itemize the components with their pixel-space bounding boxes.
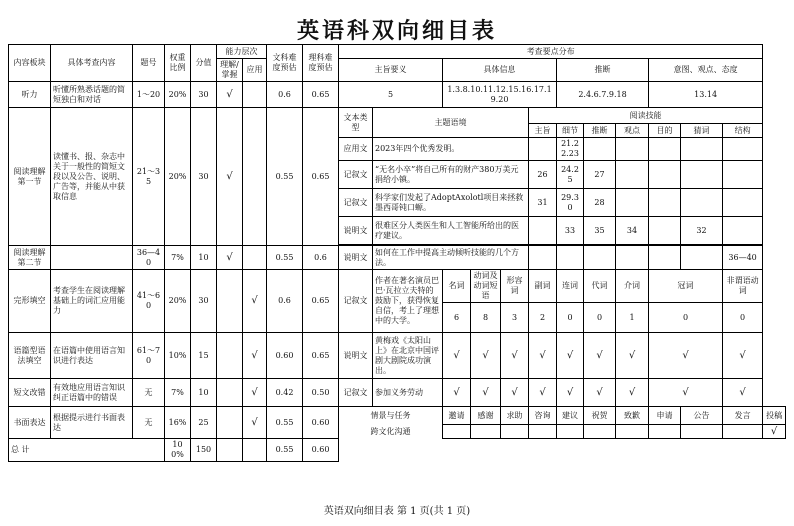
pos-count: 2 <box>529 303 557 333</box>
table-cell <box>681 425 723 439</box>
read-hdr-type: 文本类型 <box>339 108 373 138</box>
skill-struct: 36—40 <box>723 246 763 270</box>
table-cell <box>584 138 616 161</box>
pos-label: 代词 <box>584 270 616 303</box>
table-cell <box>723 217 763 245</box>
listen-intent: 13.14 <box>649 82 763 108</box>
science-difficulty: 0.60 <box>303 407 339 439</box>
module-name: 阅读理解第一节 <box>9 108 51 246</box>
theme: 参加义务劳动 <box>373 379 443 407</box>
qno: 1～20 <box>133 82 165 108</box>
pos-label: 非谓语动词 <box>723 270 763 303</box>
table-cell <box>681 246 723 270</box>
hdr-qno: 题号 <box>133 45 165 82</box>
row-reading2 <box>9 246 786 270</box>
table-cell <box>723 425 763 439</box>
check-mark: √ <box>616 379 649 407</box>
skill-detail: 细节 <box>557 124 584 138</box>
table-cell <box>616 246 649 270</box>
table-cell: 35 <box>584 217 616 245</box>
page-title: 英语科双向细目表 <box>296 18 497 44</box>
text-type: 记叙文 <box>339 379 373 407</box>
hdr-science: 理科难度预估 <box>303 45 339 82</box>
table-cell <box>443 425 471 439</box>
table-cell <box>529 138 557 161</box>
check-mark: √ <box>529 379 557 407</box>
apply-check <box>243 108 267 246</box>
understand-check: √ <box>217 246 243 270</box>
pos-count: 1 <box>616 303 649 333</box>
table-cell <box>339 439 763 462</box>
table-cell <box>649 425 681 439</box>
table-cell <box>681 161 723 189</box>
arts-difficulty: 0.55 <box>267 246 303 270</box>
task-item: 祝贺 <box>584 407 616 425</box>
qno: 61～70 <box>133 333 165 379</box>
theme: “无名小卒”将自己所有的财产380万美元捐给小镇。 <box>373 161 529 189</box>
content-desc: 有效地应用语言知识纠正语篇中的错误 <box>51 379 133 407</box>
listen-detail: 1.3.8.10.11.12.15.16.17.19.20 <box>443 82 557 108</box>
pos-count: 0 <box>723 303 763 333</box>
score: 15 <box>191 333 217 379</box>
pos-count: 0 <box>557 303 584 333</box>
table-cell: 31 <box>529 189 557 217</box>
module-name: 完形填空 <box>9 270 51 333</box>
task-label: 情景与任务 <box>370 410 411 420</box>
qno: 41～60 <box>133 270 165 333</box>
task-item: 申请 <box>649 407 681 425</box>
weight: 7% <box>165 246 191 270</box>
table-cell: 29.30 <box>557 189 584 217</box>
module-name: 听力 <box>9 82 51 108</box>
table-cell <box>243 246 267 270</box>
module-name: 书面表达 <box>9 407 51 439</box>
arts-difficulty: 0.55 <box>267 407 303 439</box>
pos-label: 连词 <box>557 270 584 303</box>
row-grammar <box>9 333 786 379</box>
table-cell <box>681 189 723 217</box>
pos-label: 名词 <box>443 270 471 303</box>
apply-check: √ <box>243 379 267 407</box>
table-cell <box>243 439 267 462</box>
skill-struct: 结构 <box>723 124 763 138</box>
total-label: 总 计 <box>9 439 165 462</box>
check-mark: √ <box>471 379 501 407</box>
text-type: 说明文 <box>339 217 373 245</box>
weight: 7% <box>165 379 191 407</box>
hdr-module: 内容板块 <box>9 45 51 82</box>
weight: 10% <box>165 333 191 379</box>
pos-label: 形容词 <box>501 270 529 303</box>
qno: 36—40 <box>133 246 165 270</box>
table-cell <box>557 246 584 270</box>
table-cell <box>649 217 681 245</box>
table-cell <box>529 246 557 270</box>
score: 30 <box>191 270 217 333</box>
total-arts: 0.55 <box>267 439 303 462</box>
weight: 20% <box>165 270 191 333</box>
table-cell <box>471 425 501 439</box>
apply-check <box>243 82 267 108</box>
pos-label: 动词及动词短语 <box>471 270 501 303</box>
table-cell <box>557 425 584 439</box>
table-cell: 27 <box>584 161 616 189</box>
hdr-arts: 文科难度预估 <box>267 45 303 82</box>
check-mark: √ <box>723 379 763 407</box>
row-listening <box>9 82 786 108</box>
skill-guess: 猜词 <box>681 124 723 138</box>
table-cell: 34 <box>616 217 649 245</box>
table-cell <box>616 138 649 161</box>
read-hdr-theme: 主题语境 <box>373 108 529 138</box>
hdr-score: 分值 <box>191 45 217 82</box>
table-cell: 33 <box>557 217 584 245</box>
score: 30 <box>191 82 217 108</box>
check-mark: √ <box>584 333 616 379</box>
score: 10 <box>191 246 217 270</box>
task-item: 邀请 <box>443 407 471 425</box>
table-cell <box>649 138 681 161</box>
specification-table <box>8 44 786 462</box>
apply-check: √ <box>243 270 267 333</box>
arts-difficulty: 0.55 <box>267 108 303 246</box>
text-type: 说明文 <box>339 246 373 270</box>
total-science: 0.60 <box>303 439 339 462</box>
table-cell <box>616 161 649 189</box>
check-mark: √ <box>557 333 584 379</box>
task-item: 发言 <box>723 407 763 425</box>
understand-check: √ <box>217 108 243 246</box>
table-cell: 21.22.23 <box>557 138 584 161</box>
task-item: 咨询 <box>529 407 557 425</box>
qno: 21～35 <box>133 108 165 246</box>
arts-difficulty: 0.60 <box>267 333 303 379</box>
check-mark: √ <box>501 333 529 379</box>
row-correction <box>9 379 786 407</box>
check-mark: √ <box>649 379 723 407</box>
intercultural-label: 跨文化沟通 <box>370 426 411 436</box>
check-mark: √ <box>584 379 616 407</box>
text-type: 应用文 <box>339 138 373 161</box>
theme: 黄梅戏《太阳山上》在北京中国评剧大剧院成功演出。 <box>373 333 443 379</box>
row-reading-hdr <box>9 108 786 124</box>
table-cell <box>529 217 557 245</box>
text-type: 记叙文 <box>339 189 373 217</box>
pos-count: 0 <box>649 303 723 333</box>
table-cell <box>51 246 133 270</box>
listen-infer: 2.4.6.7.9.18 <box>557 82 649 108</box>
score: 30 <box>191 108 217 246</box>
table-cell <box>584 246 616 270</box>
listen-main: 5 <box>339 82 443 108</box>
table-cell <box>649 161 681 189</box>
pos-count: 0 <box>584 303 616 333</box>
table-cell: 28 <box>584 189 616 217</box>
task-item: 求助 <box>501 407 529 425</box>
text-type: 说明文 <box>339 333 373 379</box>
pos-label: 介词 <box>616 270 649 303</box>
table-cell <box>217 379 243 407</box>
check-mark: √ <box>471 333 501 379</box>
table-cell <box>649 189 681 217</box>
score: 25 <box>191 407 217 439</box>
science-difficulty: 0.65 <box>303 270 339 333</box>
row-writing-a <box>9 407 786 425</box>
task-item: 建议 <box>557 407 584 425</box>
text-type: 记叙文 <box>339 270 373 333</box>
science-difficulty: 0.65 <box>303 82 339 108</box>
arts-difficulty: 0.6 <box>267 82 303 108</box>
table-cell: 24.25 <box>557 161 584 189</box>
apply-check: √ <box>243 407 267 439</box>
check-mark: √ <box>616 333 649 379</box>
skill-view: 观点 <box>616 124 649 138</box>
total-score: 150 <box>191 439 217 462</box>
check-mark: √ <box>443 379 471 407</box>
module-name: 语篇型语法填空 <box>9 333 51 379</box>
module-name: 阅读理解第二节 <box>9 246 51 270</box>
table-cell <box>723 189 763 217</box>
module-name: 短文改错 <box>9 379 51 407</box>
theme: 如何在工作中提高主动倾听技能的几个方法。 <box>373 246 529 270</box>
table-cell <box>723 161 763 189</box>
table-cell <box>529 425 557 439</box>
check-mark: √ <box>557 379 584 407</box>
check-mark: √ <box>763 425 786 439</box>
science-difficulty: 0.6 <box>303 246 339 270</box>
listen-hdr-detail: 具体信息 <box>443 59 557 82</box>
theme: 很难区分人类医生和人工智能所给出的医疗建议。 <box>373 217 529 245</box>
check-mark: √ <box>443 333 471 379</box>
listen-hdr-infer: 推断 <box>557 59 649 82</box>
pos-count: 3 <box>501 303 529 333</box>
theme: 作者在著名演员巴巴·瓦拉立夫特的鼓励下，获得恢复自信，考上了理想中的大学。 <box>373 270 443 333</box>
table-cell <box>501 425 529 439</box>
science-difficulty: 0.65 <box>303 108 339 246</box>
understand-check: √ <box>217 82 243 108</box>
table-cell <box>681 138 723 161</box>
theme: 2023年四个优秀发明。 <box>373 138 529 161</box>
skill-infer: 推断 <box>584 124 616 138</box>
row-cloze-a <box>9 270 786 303</box>
table-cell <box>217 270 243 333</box>
content-desc: 听懂所熟悉话题的简短独白和对话 <box>51 82 133 108</box>
pos-count: 6 <box>443 303 471 333</box>
task-item: 公告 <box>681 407 723 425</box>
table-cell <box>723 138 763 161</box>
content-desc: 考查学生在阅读理解基础上的词汇应用能力 <box>51 270 133 333</box>
hdr-ability: 能力层次 <box>217 45 267 59</box>
hdr-dist: 考查要点分布 <box>339 45 763 59</box>
theme: 科学家们发起了AdoptAxolotl项目来拯救墨西哥钝口螈。 <box>373 189 529 217</box>
read-hdr-skill: 阅读技能 <box>529 108 763 124</box>
hdr-understand: 理解/掌握 <box>217 59 243 82</box>
pos-label: 副词 <box>529 270 557 303</box>
table-cell <box>616 189 649 217</box>
hdr-weight: 权重比例 <box>165 45 191 82</box>
weight: 16% <box>165 407 191 439</box>
check-mark: √ <box>501 379 529 407</box>
score: 10 <box>191 379 217 407</box>
page-footer: 英语双向细目表 第 1 页(共 1 页) <box>323 506 471 517</box>
weight: 20% <box>165 82 191 108</box>
arts-difficulty: 0.6 <box>267 270 303 333</box>
task-item: 致歉 <box>616 407 649 425</box>
table-cell: 26 <box>529 161 557 189</box>
apply-check: √ <box>243 333 267 379</box>
content-desc: 在语篇中使用语言知识进行表达 <box>51 333 133 379</box>
pos-count: 8 <box>471 303 501 333</box>
listen-hdr-main: 主旨要义 <box>339 59 443 82</box>
header-row-1 <box>9 45 786 59</box>
text-type: 记叙文 <box>339 161 373 189</box>
task-item: 感谢 <box>471 407 501 425</box>
task-item: 投稿 <box>763 407 786 425</box>
hdr-apply: 应用 <box>243 59 267 82</box>
weight: 20% <box>165 108 191 246</box>
table-cell <box>217 407 243 439</box>
table-cell <box>584 425 616 439</box>
listen-hdr-intent: 意图、观点、态度 <box>649 59 763 82</box>
qno: 无 <box>133 379 165 407</box>
content-desc: 读懂书、报、杂志中关于一般性的简短文段以及公告、说明、广告等，并能从中获取信息 <box>51 108 133 246</box>
row-total <box>9 439 786 462</box>
content-desc: 根据提示进行书面表达 <box>51 407 133 439</box>
table-cell <box>217 333 243 379</box>
skill-main: 主旨 <box>529 124 557 138</box>
arts-difficulty: 0.42 <box>267 379 303 407</box>
check-mark: √ <box>649 333 723 379</box>
pos-label: 冠词 <box>649 270 723 303</box>
table-cell: 32 <box>681 217 723 245</box>
science-difficulty: 0.50 <box>303 379 339 407</box>
total-weight: 100% <box>165 439 191 462</box>
skill-purpose: 目的 <box>649 124 681 138</box>
check-mark: √ <box>723 333 763 379</box>
qno: 无 <box>133 407 165 439</box>
table-cell <box>649 246 681 270</box>
table-cell <box>616 425 649 439</box>
check-mark: √ <box>529 333 557 379</box>
science-difficulty: 0.65 <box>303 333 339 379</box>
hdr-content: 具体考查内容 <box>51 45 133 82</box>
table-cell <box>217 439 243 462</box>
